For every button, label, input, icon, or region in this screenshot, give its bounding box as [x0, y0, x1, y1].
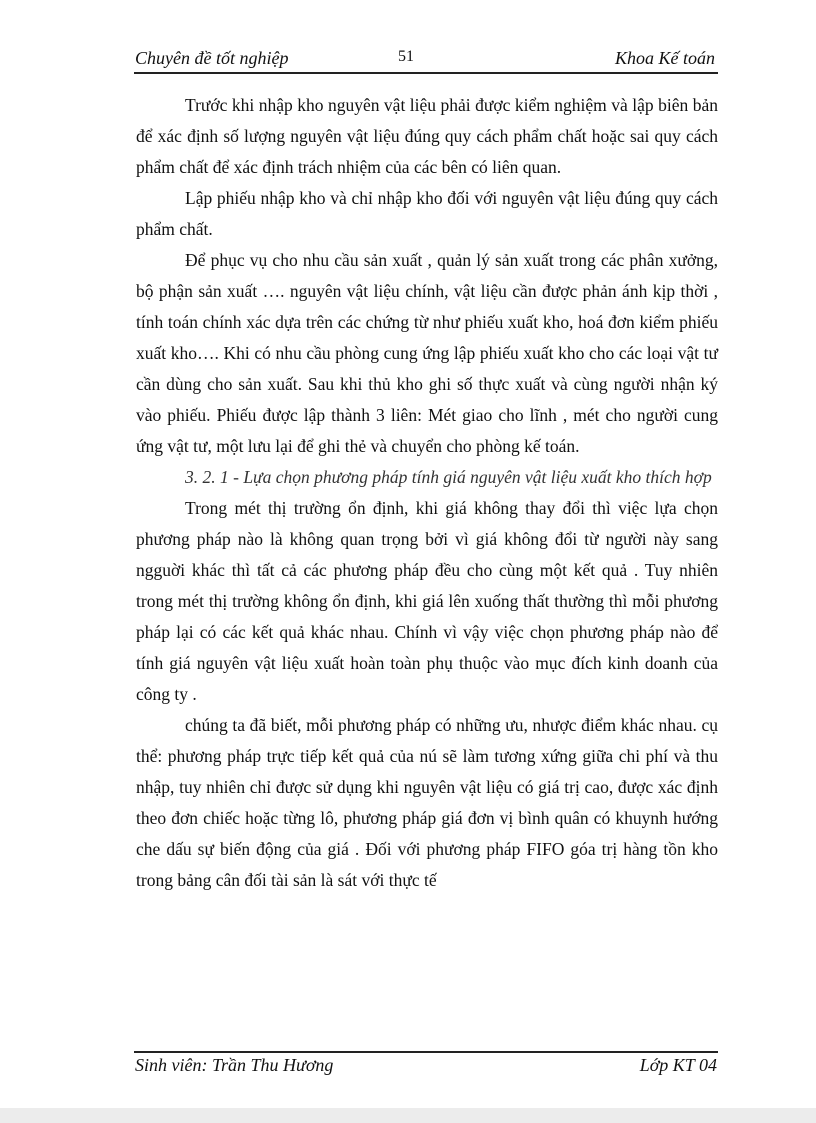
paragraph: Trong mét thị trường ổn định, khi giá không thay đổi thì việc lựa chọn phương pháp nào là không quan trọng bởi vì giá không đổi từ người này sang ngguời khác thì tất cả các phương pháp đều cho cùng một kết quả . Tuy nhiên trong mét thị trường không ổn định, khi giá lên xuống thất thường thì mỗi phương pháp lại có các kết quả khác nhau. Chính vì vậy việc chọn phương pháp nào để tính giá nguyên vật liệu xuất hoàn toàn phụ thuộc vào mục đích kinh doanh của công ty .: [136, 498, 718, 704]
page-bottom-edge: [0, 1108, 816, 1123]
document-body: [136, 90, 718, 896]
header-title: Chuyên đề tốt nghiệp: [135, 48, 289, 68]
section-heading: 3. 2. 1 - Lựa chọn phương pháp tính giá nguyên vật liệu xuất kho thích hợp: [185, 467, 712, 487]
paragraph: Để phục vụ cho nhu cầu sản xuất , quản lý sản xuất trong các phân xưởng, bộ phận sản xuất …. nguyên vật liệu chính, vật liệu cần được phản ánh kịp thời , tính toán chính xác dựa trên các chứng từ như phiếu xuất kho, hoá đơn kiểm phiếu xuất kho…. Khi có nhu cầu phòng cung ứng lập phiếu xuất kho cho các loại vật tư cần dùng cho sản xuất. Sau khi thủ kho ghi số thực xuất và cùng người nhận ký vào phiếu. Phiếu được lập thành 3 liên: Mét giao cho lĩnh , mét cho người cung ứng vật tư, một lưu lại để ghi thẻ và chuyển cho phòng kế toán.: [136, 250, 718, 456]
footer-class: Lớp KT 04: [639, 1055, 717, 1075]
page-number: 51: [398, 48, 414, 65]
paragraph: chúng ta đã biết, mỗi phương pháp có những ưu, nhược điểm khác nhau. cụ thể: phương pháp trực tiếp kết quả của nú sẽ làm tương xứng giữa chi phí và thu nhập, tuy nhiên chỉ được sử dụng khi nguyên vật liệu có giá trị cao, được xác định theo đơn chiếc hoặc từng lô, phương pháp giá đơn vị bình quân có khuynh hướng che dấu sự biến động của giá . Đối với phương pháp FIFO góa trị hàng tồn kho trong bảng cân đối tài sản là sát với thực tế: [136, 715, 718, 890]
header-department: Khoa Kế toán: [614, 48, 715, 68]
paragraph: Trước khi nhập kho nguyên vật liệu phải được kiểm nghiệm và lập biên bản để xác định số lượng nguyên vật liệu đúng quy cách phẩm chất hoặc sai quy cách phẩm chất để xác định trách nhiệm của các bên có liên quan.: [136, 95, 718, 177]
footer-divider: [134, 1051, 718, 1053]
page-header: [135, 48, 717, 72]
footer-student: Sinh viên: Trần Thu Hương: [135, 1055, 334, 1075]
paragraph: Lập phiếu nhập kho và chỉ nhập kho đối với nguyên vật liệu đúng quy cách phẩm chất.: [136, 188, 718, 239]
page-footer: [135, 1055, 717, 1079]
header-divider: [134, 72, 718, 74]
